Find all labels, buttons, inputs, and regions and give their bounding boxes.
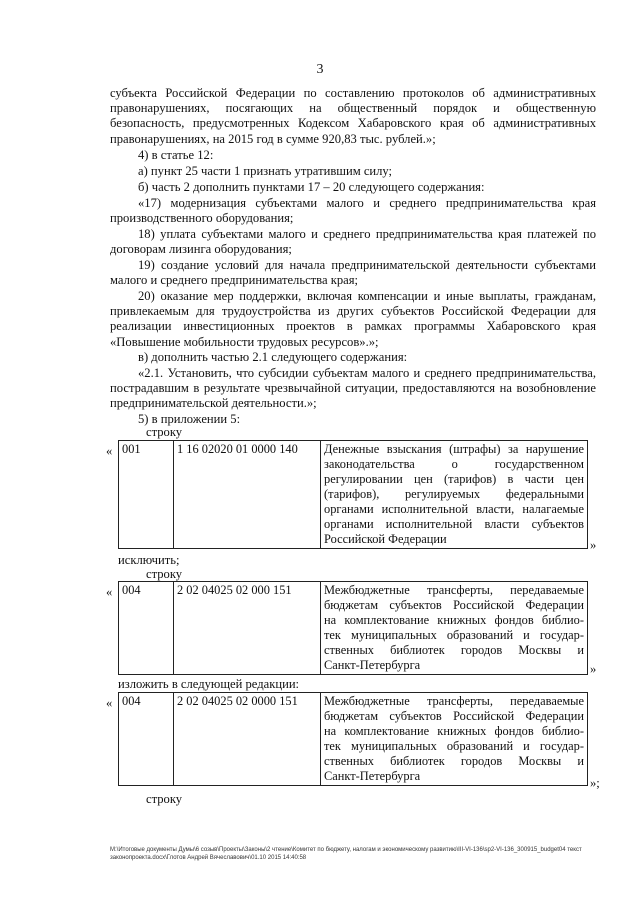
description-line: Денежные взыскания (штрафы) за нарушение — [324, 442, 584, 456]
admin-code-cell: 004 — [119, 693, 174, 786]
description-cell — [321, 582, 588, 675]
kbk-code-cell: 1 16 02020 01 0000 140 — [174, 441, 321, 549]
restate-instruction: изложить в следующей редакции: — [118, 677, 300, 691]
description-line: регулировании цен (тарифов) в части цен — [324, 472, 584, 486]
row-word: строку — [146, 567, 183, 581]
description-line: Санкт-Петербурга — [324, 769, 421, 783]
description-line: тек муниципальных образований и государ- — [324, 739, 584, 753]
kbk-code-cell: 2 02 04025 02 0000 151 — [174, 693, 321, 786]
description-line: ственных библиотек городов Москвы и — [324, 754, 584, 768]
table-row — [119, 582, 588, 675]
description-line: тек муниципальных образований и государ- — [324, 628, 584, 642]
table-row — [119, 441, 588, 549]
row-word: строку — [146, 792, 183, 806]
description-line: Российской Федерации — [324, 532, 447, 546]
paragraph: 4) в статье 12: — [138, 148, 214, 162]
paragraph: 19) создание условий для начала предпринимательской деятельности субъектами малого и среднего предпринимательства края; — [110, 258, 596, 288]
paragraph: в) дополнить частью 2.1 следующего содержания: — [138, 350, 408, 364]
table-row — [119, 693, 588, 786]
description-line: бюджетам субъектов Российской Федерации — [324, 709, 584, 723]
row-word: строку — [146, 425, 183, 439]
file-path-footer: M:\Итоговые документы Думы\6 созыв\Проекты\Законы\2 чтение\Комитет по бюджету, налогам и экономическому развитию\III-VI-136\sp2-VI-136_300915_budget04 текст законопроекта.docx\Глотов Андрей Вячеславович\01.10 2015 14:40:58 — [110, 847, 582, 861]
description-line: Санкт-Петербурга — [324, 658, 421, 672]
description-line: Межбюджетные трансферты, передаваемые — [324, 694, 584, 708]
close-quote: » — [590, 538, 597, 552]
open-quote: « — [106, 444, 113, 458]
description-cell — [321, 441, 588, 549]
paragraph: а) пункт 25 части 1 признать утратившим силу; — [138, 164, 393, 178]
open-quote: « — [106, 696, 113, 710]
paragraph: 5) в приложении 5: — [138, 412, 241, 426]
description-line: Межбюджетные трансферты, передаваемые — [324, 583, 584, 597]
kbk-code-cell: 2 02 04025 02 000 151 — [174, 582, 321, 675]
budget-table — [118, 692, 588, 786]
description-line: на комплектование книжных фондов библио- — [324, 724, 584, 738]
description-line: ственных библиотек городов Москвы и — [324, 643, 584, 657]
paragraph: субъекта Российской Федерации по составлению протоколов об административных правонарушениях, посягающих на общественный порядок и общественную безопасность, предусмотренных Кодексом Хабаровского края об административных правонарушениях, на 2015 год в сумме 920,83 тыс. рублей.»; — [110, 86, 596, 146]
open-quote: « — [106, 585, 113, 599]
paragraph: «2.1. Установить, что субсидии субъектам малого и среднего предпринимательства, пострадавшим в результате чрезвычайной ситуации, предоставляются на возобновление предпринимательской деятельности.»; — [110, 366, 596, 411]
description-line: (тарифов), регулируемых федеральными — [324, 487, 584, 501]
paragraph: б) часть 2 дополнить пунктами 17 – 20 следующего содержания: — [138, 180, 485, 194]
admin-code-cell: 004 — [119, 582, 174, 675]
admin-code-cell: 001 — [119, 441, 174, 549]
description-line: на комплектование книжных фондов библио- — [324, 613, 584, 627]
page-number: 3 — [316, 62, 324, 77]
description-line: бюджетам субъектов Российской Федерации — [324, 598, 584, 612]
description-cell — [321, 693, 588, 786]
paragraph: «17) модернизация субъектами малого и среднего предпринимательства края производственного оборудования; — [110, 196, 596, 226]
close-quote: »; — [590, 776, 600, 790]
paragraph: 18) уплата субъектами малого и среднего предпринимательства края платежей по договорам лизинга оборудования; — [110, 227, 596, 257]
description-line: законодательства о государственном — [324, 457, 584, 471]
paragraph: 20) оказание мер поддержки, включая компенсации и иные выплаты, гражданам, привлекаемым для трудоустройства из других субъектов Российской Федерации для реализации инвестиционных проектов в рамках программы Хабаровского края «Повышение мобильности трудовых ресурсов».»; — [110, 289, 596, 349]
close-quote: » — [590, 662, 597, 676]
budget-table — [118, 440, 588, 549]
budget-table — [118, 581, 588, 675]
description-line: органами исполнительной власти, налагаемые — [324, 502, 584, 516]
exclude-instruction: исключить; — [118, 553, 180, 567]
description-line: органами исполнительной власти субъектов — [324, 517, 584, 531]
